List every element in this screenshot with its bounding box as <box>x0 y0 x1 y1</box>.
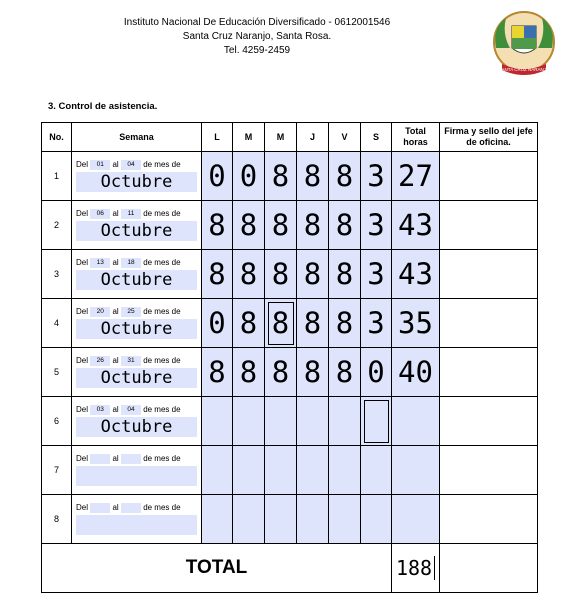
table-row <box>42 397 538 446</box>
to-day-field[interactable]: 11 <box>121 209 141 219</box>
institution-phone: Tel. 4259-2459 <box>223 45 291 56</box>
grand-total-value: 188 <box>396 556 435 580</box>
day-hours-field[interactable]: 0 <box>361 348 392 397</box>
col-firma: Firma y sello del jefe de oficina. <box>440 123 538 152</box>
row-number: 7 <box>42 446 72 495</box>
day-hours-field[interactable]: 8 <box>329 299 361 348</box>
table-row <box>42 446 538 495</box>
row-number: 6 <box>42 397 72 446</box>
week-cell <box>72 152 202 201</box>
del-label: Del <box>76 160 89 169</box>
from-day-field[interactable] <box>90 503 110 513</box>
row-number: 3 <box>42 250 72 299</box>
col-v: V <box>329 123 361 152</box>
total-firma-cell <box>440 544 538 593</box>
day-hours-field[interactable]: 8 <box>329 152 361 201</box>
day-hours-field[interactable]: 3 <box>361 152 392 201</box>
month-field[interactable]: Octubre <box>76 270 197 290</box>
del-label: Del <box>76 356 89 365</box>
row-total-field[interactable] <box>392 446 440 495</box>
day-hours-field[interactable]: 8 <box>297 250 329 299</box>
day-hours-field[interactable]: 3 <box>361 299 392 348</box>
from-day-field[interactable]: 06 <box>90 209 110 219</box>
row-total-field[interactable] <box>392 397 440 446</box>
col-m2: M <box>265 123 297 152</box>
mes-label: de mes de <box>143 307 181 316</box>
month-field[interactable]: Octubre <box>76 368 197 388</box>
signature-cell <box>440 299 538 348</box>
table-row <box>42 495 538 544</box>
day-hours-field[interactable]: 3 <box>361 201 392 250</box>
del-label: Del <box>76 454 89 463</box>
from-day-field[interactable]: 01 <box>90 160 110 170</box>
col-m1: M <box>233 123 265 152</box>
from-day-field[interactable]: 03 <box>90 405 110 415</box>
from-day-field[interactable]: 26 <box>90 356 110 366</box>
from-day-field[interactable]: 13 <box>90 258 110 268</box>
row-total-field[interactable] <box>392 495 440 544</box>
row-total-field[interactable]: 43 <box>392 250 440 299</box>
week-cell <box>72 397 202 446</box>
day-hours-field[interactable]: 8 <box>297 299 329 348</box>
signature-cell <box>440 446 538 495</box>
month-field[interactable]: Octubre <box>76 221 197 241</box>
day-hours-field[interactable]: 8 <box>265 348 297 397</box>
month-field[interactable]: Octubre <box>76 172 197 192</box>
to-day-field[interactable]: 25 <box>121 307 141 317</box>
signature-cell <box>440 250 538 299</box>
day-hours-field[interactable]: 0 <box>233 152 265 201</box>
signature-cell <box>440 397 538 446</box>
mes-label: de mes de <box>143 160 181 169</box>
svg-text:SANTA CRUZ NARANJO: SANTA CRUZ NARANJO <box>498 67 550 72</box>
del-label: Del <box>76 209 89 218</box>
total-label-cell <box>42 544 392 593</box>
to-day-field[interactable] <box>121 503 141 513</box>
row-number: 4 <box>42 299 72 348</box>
day-hours-field[interactable] <box>202 397 233 446</box>
institution-address: Santa Cruz Naranjo, Santa Rosa. <box>182 31 332 42</box>
del-label: Del <box>76 503 89 512</box>
day-hours-field[interactable]: 8 <box>233 348 265 397</box>
total-label: TOTAL <box>185 557 248 578</box>
day-hours-field[interactable] <box>233 446 265 495</box>
to-day-field[interactable]: 04 <box>121 405 141 415</box>
day-hours-field[interactable] <box>329 495 361 544</box>
day-hours-field[interactable]: 8 <box>265 250 297 299</box>
del-label: Del <box>76 258 89 267</box>
table-row <box>42 348 538 397</box>
table-row <box>42 152 538 201</box>
day-hours-field[interactable] <box>202 495 233 544</box>
day-hours-field[interactable]: 8 <box>202 250 233 299</box>
day-hours-field[interactable]: 0 <box>202 152 233 201</box>
mes-label: de mes de <box>143 209 181 218</box>
day-hours-field[interactable]: 8 <box>265 201 297 250</box>
day-hours-field[interactable] <box>361 495 392 544</box>
day-hours-field[interactable] <box>329 446 361 495</box>
day-hours-field[interactable]: 8 <box>202 348 233 397</box>
col-j: J <box>297 123 329 152</box>
institution-name: Instituto Nacional De Educación Diversificado - 0612001546 <box>123 17 391 28</box>
day-hours-field[interactable] <box>361 397 392 446</box>
table-row <box>42 201 538 250</box>
month-field[interactable] <box>76 466 197 486</box>
day-hours-field[interactable]: 0 <box>202 299 233 348</box>
day-hours-field[interactable]: 8 <box>329 201 361 250</box>
al-label: al <box>112 454 119 463</box>
day-hours-field[interactable]: 8 <box>233 250 265 299</box>
mes-label: de mes de <box>143 356 181 365</box>
del-label: Del <box>76 405 89 414</box>
al-label: al <box>112 160 119 169</box>
week-cell <box>72 446 202 495</box>
signature-cell <box>440 152 538 201</box>
to-day-field[interactable]: 18 <box>121 258 141 268</box>
day-hours-field[interactable]: 8 <box>233 201 265 250</box>
mes-label: de mes de <box>143 454 181 463</box>
table-row <box>42 250 538 299</box>
mes-label: de mes de <box>143 503 181 512</box>
row-number: 5 <box>42 348 72 397</box>
signature-cell <box>440 348 538 397</box>
day-hours-field[interactable]: 8 <box>297 201 329 250</box>
week-cell <box>72 495 202 544</box>
day-hours-field[interactable]: 8 <box>233 299 265 348</box>
attendance-table <box>41 122 538 593</box>
row-total-field[interactable]: 27 <box>392 152 440 201</box>
signature-cell <box>440 201 538 250</box>
row-total-field[interactable]: 40 <box>392 348 440 397</box>
day-hours-field[interactable] <box>233 495 265 544</box>
col-l: L <box>202 123 233 152</box>
week-cell <box>72 348 202 397</box>
month-field[interactable]: Octubre <box>76 319 197 339</box>
day-hours-field[interactable] <box>202 446 233 495</box>
grand-total-field[interactable] <box>392 544 440 593</box>
mes-label: de mes de <box>143 258 181 267</box>
day-hours-field[interactable] <box>233 397 265 446</box>
week-cell <box>72 201 202 250</box>
to-day-field[interactable]: 31 <box>121 356 141 366</box>
month-field[interactable] <box>76 515 197 535</box>
row-number: 8 <box>42 495 72 544</box>
del-label: Del <box>76 307 89 316</box>
row-number: 1 <box>42 152 72 201</box>
table-row <box>42 299 538 348</box>
day-hours-field[interactable] <box>297 446 329 495</box>
day-hours-field[interactable] <box>265 446 297 495</box>
row-total-field[interactable]: 43 <box>392 201 440 250</box>
day-hours-field[interactable] <box>361 446 392 495</box>
day-hours-field[interactable]: 8 <box>202 201 233 250</box>
month-field[interactable]: Octubre <box>76 417 197 437</box>
to-day-field[interactable]: 04 <box>121 160 141 170</box>
day-hours-field[interactable] <box>265 397 297 446</box>
col-no: No. <box>42 123 72 152</box>
from-day-field[interactable]: 20 <box>90 307 110 317</box>
al-label: al <box>112 258 119 267</box>
institution-seal-icon <box>488 8 560 80</box>
day-hours-field[interactable] <box>297 397 329 446</box>
day-hours-field[interactable]: 8 <box>265 299 297 348</box>
day-hours-field[interactable]: 8 <box>265 152 297 201</box>
al-label: al <box>112 209 119 218</box>
al-label: al <box>112 503 119 512</box>
section-title: 3. Control de asistencia. <box>48 101 158 112</box>
to-day-field[interactable] <box>121 454 141 464</box>
day-hours-field[interactable]: 8 <box>329 250 361 299</box>
al-label: al <box>112 405 119 414</box>
week-cell <box>72 250 202 299</box>
day-hours-field[interactable]: 8 <box>329 348 361 397</box>
row-total-field[interactable]: 35 <box>392 299 440 348</box>
al-label: al <box>112 307 119 316</box>
day-hours-field[interactable] <box>297 495 329 544</box>
mes-label: de mes de <box>143 405 181 414</box>
day-hours-field[interactable]: 3 <box>361 250 392 299</box>
total-row <box>42 544 538 593</box>
from-day-field[interactable] <box>90 454 110 464</box>
row-number: 2 <box>42 201 72 250</box>
week-cell <box>72 299 202 348</box>
day-hours-field[interactable] <box>329 397 361 446</box>
day-hours-field[interactable] <box>265 495 297 544</box>
day-hours-field[interactable]: 8 <box>297 152 329 201</box>
col-total: Total horas <box>392 123 440 152</box>
signature-cell <box>440 495 538 544</box>
day-hours-field[interactable]: 8 <box>297 348 329 397</box>
col-s: S <box>361 123 392 152</box>
col-semana: Semana <box>72 123 202 152</box>
header-row <box>42 123 538 152</box>
al-label: al <box>112 356 119 365</box>
